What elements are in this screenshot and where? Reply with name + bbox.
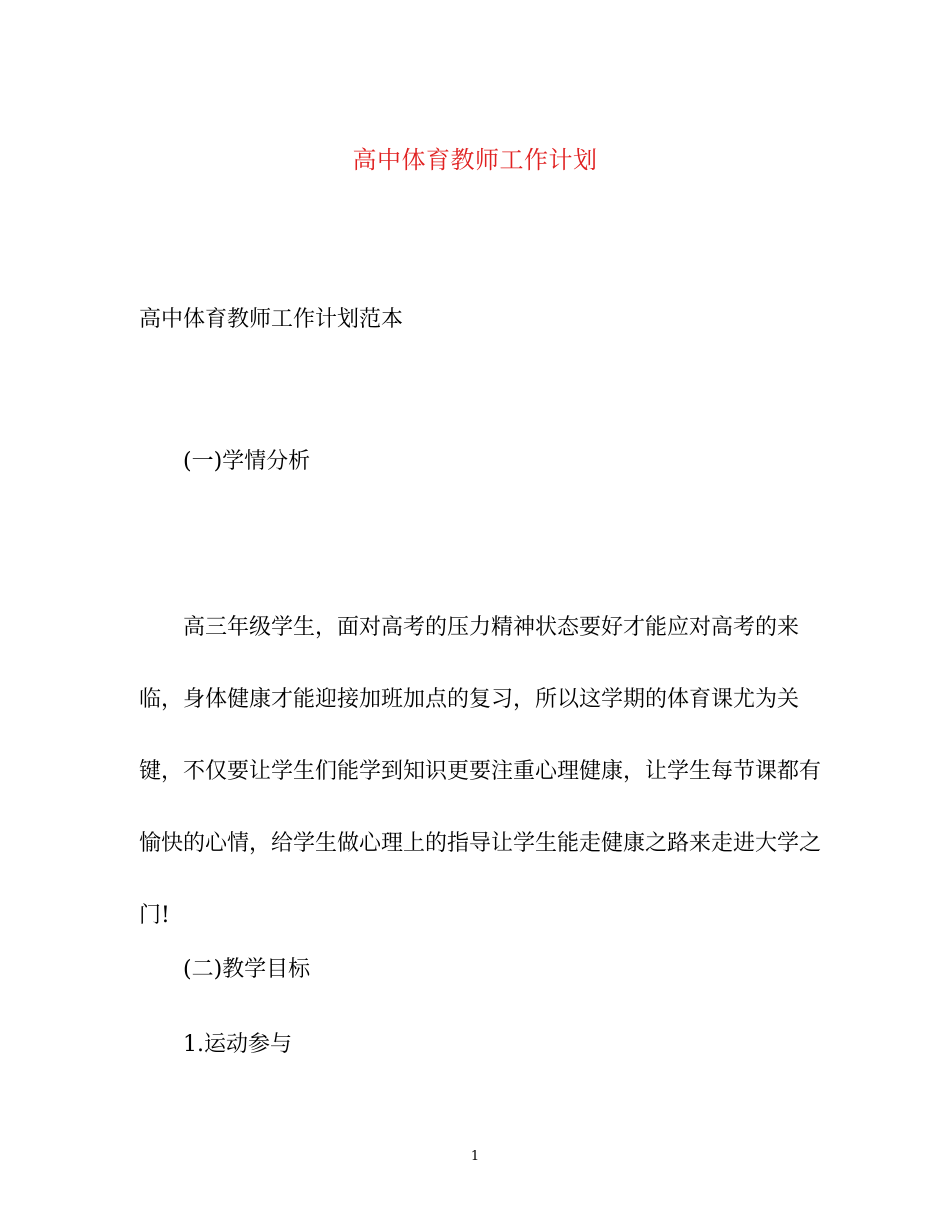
page-number: 1 [470, 1149, 480, 1164]
paragraph-line: 临，身体健康才能迎接加班加点的复习，所以这学期的体育课尤为关 [139, 687, 800, 712]
paragraph-line: 愉快的心情，给学生做心理上的指导让学生能走健康之路来走进大学之 [139, 831, 822, 856]
paragraph-line: 高三年级学生，面对高考的压力精神状态要好才能应对高考的来 [183, 615, 800, 640]
section-heading-teaching-goals: (二)教学目标 [183, 957, 311, 982]
paragraph-line: 门! [139, 903, 170, 928]
paragraph-learning-analysis [139, 592, 822, 952]
paragraph-line: 键，不仅要让学生们能学到知识更要注重心理健康，让学生每节课都有 [139, 759, 822, 784]
document-subtitle: 高中体育教师工作计划范本 [139, 307, 404, 332]
section-heading-learning-analysis: (一)学情分析 [183, 449, 311, 474]
document-title: 高中体育教师工作计划 [352, 146, 598, 174]
item-heading-sports-participation: 1.运动参与 [183, 1032, 292, 1057]
